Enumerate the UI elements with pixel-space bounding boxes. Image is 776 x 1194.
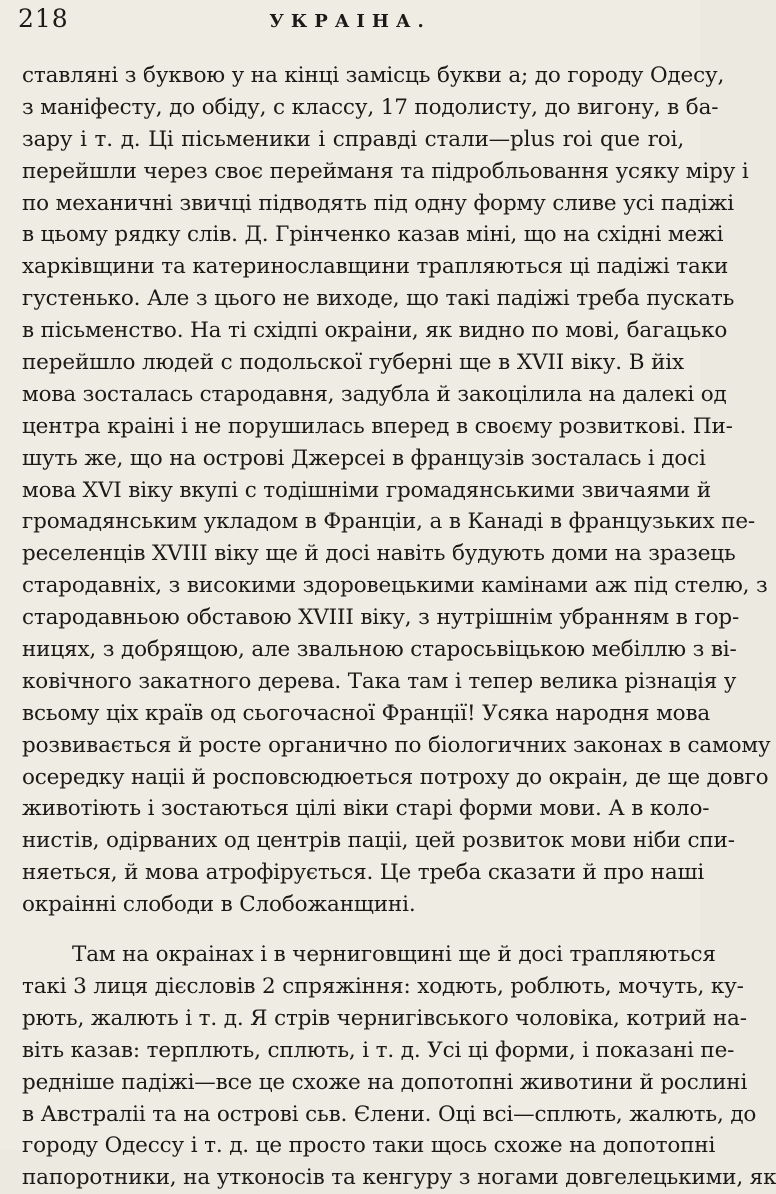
text-line: в пісьменство. На ті східпі окраіни, як видно по мові, багацько <box>22 318 728 344</box>
text-line: шуть же, що на острові Джерсеі в французів зосталась і досі <box>22 445 706 471</box>
text-line: в цьому рядку слів. Д. Грінченко казав міні, що на східні межі <box>22 222 724 248</box>
text-line: перейшли через своє перейманя та підробльовання усяку міру і <box>22 158 749 184</box>
running-title: УКРАIНА. <box>269 11 431 32</box>
text-line: харківщини та катеринославщини трапляються ці падіжі таки <box>22 254 729 280</box>
text-line: городу Одессу і т. д. це просто таки щось схоже на допотопні <box>22 1133 716 1159</box>
text-line: такі 3 лиця дієсловів 2 спряжіння: ходють, роблють, мочуть, ку- <box>22 973 744 999</box>
text-line: центра краіні і не порушилась вперед в своєму розвиткові. Пи- <box>22 413 733 439</box>
text-line: з маніфесту, до обіду, с классу, 17 подолисту, до вигону, в ба- <box>22 94 719 120</box>
text-line: зару і т. д. Ці пісьменики і справді стали—plus roi que roi, <box>22 126 684 152</box>
text-line: ницях, з добрящою, але звальною старосьвіцькою мебіллю з ві- <box>22 637 737 663</box>
paragraph <box>22 60 771 921</box>
text-line: перейшло людей с подольскої губерні ще в XVII віку. В йіх <box>22 350 684 376</box>
body-text <box>22 60 776 1194</box>
text-line: всьому ціх країв од сьогочасної Франції! Уcяка народня мова <box>22 700 711 726</box>
page-number: 218 <box>18 4 69 33</box>
text-line: мова зосталась стародавня, задубла й закоцілила на далекі од <box>22 381 727 407</box>
text-line: нистів, одірваних од центрів паціі, цей розвиток мови ніби спи- <box>22 828 735 854</box>
text-line: реселенців XVIII віку ще й досі навіть будують доми на зразець <box>22 541 736 567</box>
text-line: віть казав: терплють, сплють, і т. д. Усі ці форми, і показані пе- <box>22 1037 735 1063</box>
paragraph <box>22 939 776 1194</box>
text-line: стародавніх, з високими здоровецькими камінами аж під стелю, з <box>22 573 768 599</box>
text-line: ставляні з буквою у на кінці замісць букви а; до городу Одесу, <box>22 63 725 88</box>
text-line: папоротники, на утконосів та кенгуру з ногами довгелецькими, як <box>22 1165 776 1191</box>
text-line: животіють і зостаються цілі віки старі форми мови. А в коло- <box>22 796 710 822</box>
text-line: ковічного закатного дерева. Така там і тепер велика різнація у <box>22 668 737 694</box>
text-line: осередку націі й росповсюдюеться потроху до окраін, де ще довго <box>22 764 769 790</box>
text-line: редніше падіжі—все це схоже на допотопні животини й рослині <box>22 1069 748 1095</box>
running-head <box>0 4 700 44</box>
text-line: громадянським укладом в Франціи, а в Канаді в французьких пе- <box>22 509 756 535</box>
text-line: няеться, й мова атрофірується. Це треба сказати й про наші <box>22 860 705 886</box>
text-line: густенько. Але з цього не виходе, що такі падіжі треба пускать <box>22 286 735 312</box>
text-line: Там на окраінах і в черниговщині ще й досі трапляються <box>72 942 716 968</box>
text-line: в Австраліі та на острові сьв. Єлени. Оці всі—сплють, жалють, до <box>22 1101 757 1127</box>
text-line: окраінні слободи в Слобожанщині. <box>22 892 416 918</box>
text-line: рють, жалють і т. д. Я стрів чернигівського чоловіка, котрий на- <box>22 1005 747 1031</box>
text-line: по механичні звичці підводять під одну форму сливе усі падіжі <box>22 190 734 216</box>
text-line: мова XVI віку вкупі с тодішніми громадянськими звичаями й <box>22 477 712 503</box>
paragraph-gap <box>22 921 684 939</box>
text-line: розвивається й росте органично по біологичних законах в самому <box>22 732 771 758</box>
text-line: стародавньою обставою XVIII віку, з нутрішнім убранням в гор- <box>22 605 740 631</box>
